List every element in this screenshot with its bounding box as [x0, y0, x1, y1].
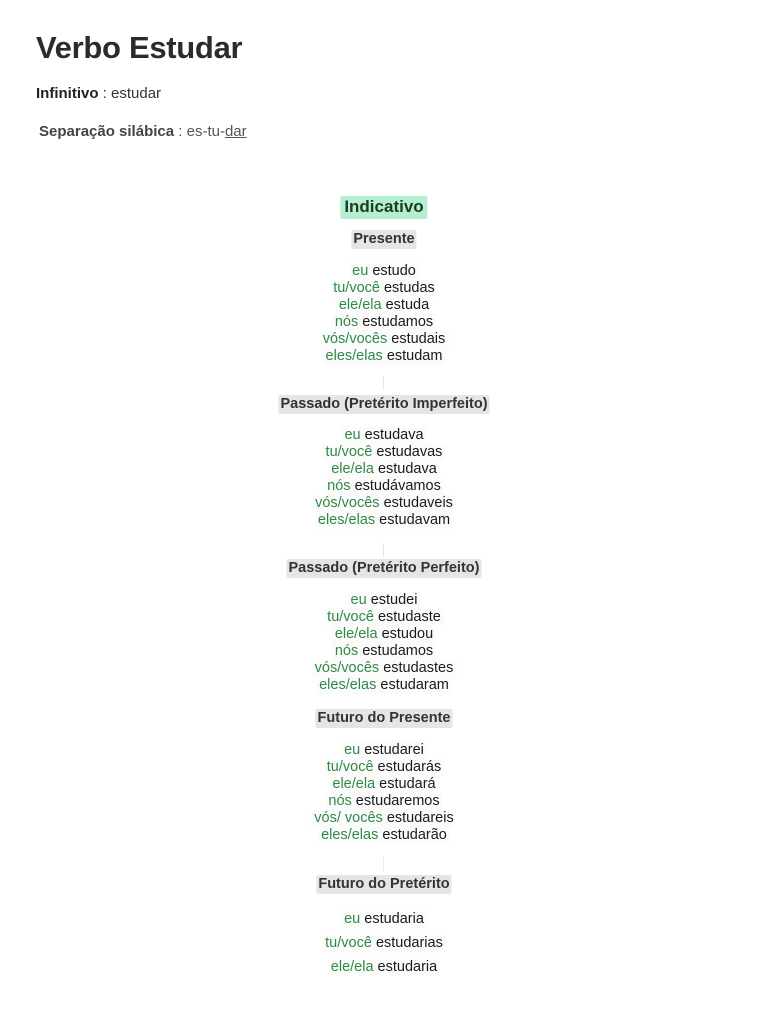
- conjugation-row: [324, 759, 444, 776]
- tense-title: Futuro do Pretérito: [318, 876, 450, 892]
- pronoun: ele/ela: [332, 776, 376, 792]
- pronoun: ele/ela: [330, 959, 374, 975]
- pronoun: tu/você: [327, 609, 374, 625]
- conjugation-row: [325, 793, 442, 810]
- verb-form: estudaveis: [383, 495, 453, 511]
- page-title: Verbo Estudar: [36, 30, 243, 65]
- verb-form: estudas: [383, 280, 435, 296]
- tense-title: Passado (Pretérito Imperfeito): [280, 396, 488, 412]
- verb-form: estudaste: [377, 609, 441, 625]
- verb-form: estudavas: [376, 444, 443, 460]
- conjugation-row: [328, 959, 440, 976]
- conjugation-row: [336, 297, 432, 314]
- pronoun: nós: [334, 314, 359, 330]
- conjugation-row: [332, 314, 436, 331]
- conjugation-row: [341, 427, 426, 444]
- verb-form: estudamos: [362, 643, 434, 659]
- conjugation-row: [341, 742, 427, 759]
- pronoun: eu: [350, 592, 367, 608]
- conjugation-row: [329, 776, 438, 793]
- pronoun: vós/vocês: [315, 495, 380, 511]
- pronoun: eu: [344, 742, 361, 758]
- pronoun: vós/vocês: [314, 660, 380, 676]
- conjugation-row: [324, 478, 444, 495]
- conjugation-row: [323, 444, 446, 461]
- infinitivo-label: Infinitivo: [36, 85, 99, 102]
- verb-form: estudava: [377, 461, 437, 477]
- separacao-prefix: es-tu-: [186, 123, 225, 140]
- conjugation-row: [316, 677, 452, 694]
- verb-form: estudará: [379, 776, 436, 792]
- pronoun: tu/você: [333, 280, 380, 296]
- pronoun: nós: [334, 643, 359, 659]
- conjugation-row: [315, 512, 453, 529]
- pronoun: vós/ vocês: [314, 810, 383, 826]
- verb-form: estudaria: [364, 911, 424, 927]
- conjugation-row: [348, 592, 421, 609]
- pronoun: eu: [344, 911, 361, 927]
- pronoun: eles/elas: [325, 348, 383, 364]
- verb-form: estudarão: [382, 827, 447, 843]
- verb-form: estudou: [381, 626, 434, 642]
- verb-form: estudavam: [379, 512, 451, 528]
- section-divider: [383, 543, 384, 557]
- pronoun: tu/você: [326, 759, 374, 775]
- pronoun: ele/ela: [331, 461, 374, 477]
- verb-form: estuda: [385, 297, 430, 313]
- pronoun: tu/você: [325, 935, 372, 951]
- conjugation-row: [341, 911, 427, 928]
- conjugation-row: [324, 609, 444, 626]
- pronoun: tu/você: [325, 444, 373, 460]
- verb-form: estudam: [386, 348, 443, 364]
- pronoun: eu: [344, 427, 361, 443]
- conjugation-row: [322, 935, 446, 952]
- pronoun: eles/elas: [321, 827, 379, 843]
- verb-form: estudaram: [380, 677, 449, 693]
- verb-form: estudei: [370, 592, 418, 608]
- separacao-label: Separação silábica: [39, 123, 175, 140]
- conjugation-row: [311, 810, 456, 827]
- conjugation-row: [320, 331, 449, 348]
- verb-form: estudais: [391, 331, 446, 347]
- verb-form: estudávamos: [354, 478, 441, 494]
- verb-form: estudaremos: [355, 793, 440, 809]
- pronoun: ele/ela: [338, 297, 382, 313]
- tense-title: Passado (Pretérito Perfeito): [288, 560, 480, 576]
- conjugation-row: [312, 660, 457, 677]
- pronoun: eles/elas: [319, 677, 377, 693]
- tense-title: Presente: [353, 231, 415, 247]
- pronoun: eles/elas: [317, 512, 376, 528]
- conjugation-row: [330, 280, 438, 297]
- verb-form: estudarás: [377, 759, 442, 775]
- verb-form: estudava: [364, 427, 424, 443]
- pronoun: eu: [352, 263, 369, 279]
- pronoun: ele/ela: [334, 626, 378, 642]
- conjugation-row: [332, 643, 436, 660]
- pronoun: nós: [327, 478, 351, 494]
- separacao-separator: :: [174, 123, 187, 140]
- infinitivo-separator: :: [98, 85, 112, 102]
- verb-form: estudo: [372, 263, 416, 279]
- verb-form: estudaria: [377, 959, 438, 975]
- pronoun: vós/vocês: [322, 331, 388, 347]
- tense-title: Futuro do Presente: [317, 710, 451, 726]
- conjugation-row: [349, 263, 419, 280]
- section-divider: [383, 376, 384, 390]
- separacao-silabica-line: [39, 123, 247, 140]
- pronoun: nós: [328, 793, 352, 809]
- mood-title-indicativo: Indicativo: [340, 196, 427, 219]
- section-divider: [383, 857, 384, 871]
- verb-form: estudarias: [375, 935, 443, 951]
- infinitivo-line: [36, 85, 161, 102]
- conjugation-row: [323, 348, 446, 365]
- verb-form: estudamos: [362, 314, 434, 330]
- conjugation-row: [332, 626, 436, 643]
- conjugation-row: [312, 495, 456, 512]
- verb-form: estudareis: [386, 810, 454, 826]
- verb-form: estudarei: [364, 742, 424, 758]
- verb-form: estudastes: [383, 660, 454, 676]
- separacao-stressed-syllable: dar: [224, 123, 247, 140]
- infinitivo-value: estudar: [111, 85, 162, 102]
- conjugation-row: [328, 461, 440, 478]
- conjugation-row: [318, 827, 450, 844]
